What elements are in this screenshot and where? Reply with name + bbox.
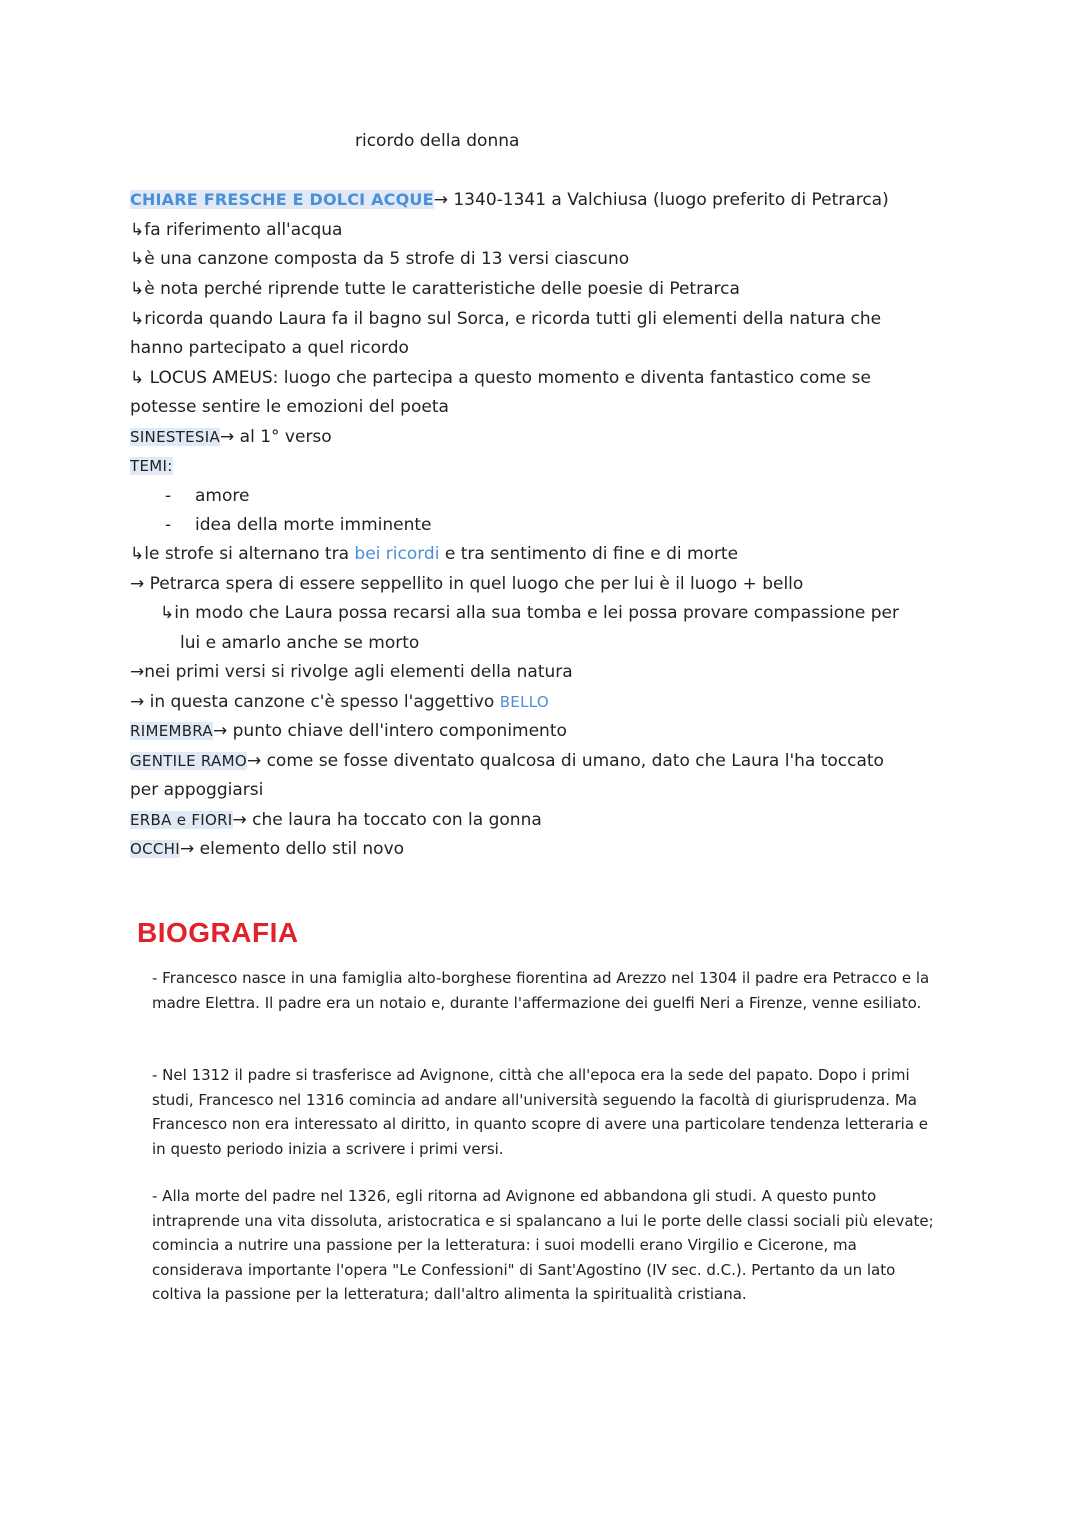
note-line: → in questa canzone c'è spesso l'aggettivo BELLO (130, 692, 549, 712)
bei-ricordi-highlight: bei ricordi (354, 544, 440, 564)
canzone-title: CHIARE FRESCHE E DOLCI ACQUE (130, 190, 434, 209)
rimembra-line: RIMEMBRA→ punto chiave dell'intero componimento (130, 721, 567, 741)
biografia-paragraph-3: - Alla morte del padre nel 1326, egli ritorna ad Avignone ed abbandona gli studi. A questo punto intraprende una vita dissoluta, aristocratica e si spalancano a lui le porte delle classi sociali più elevate; comincia a nutrire una passione per la letteratura: i suoi modelli erano Virgilio e Cicerone, ma considerava importante l'opera "Le Confessioni" di Sant'Agostino (IV sec. d.C.). Pertanto da un lato coltiva la passione per la letteratura; dall'altro alimenta la spiritualità cristiana. (152, 1187, 934, 1303)
note-line: ↳è una canzone composta da 5 strofe di 13 versi ciascuno (130, 249, 630, 269)
note-line: ↳in modo che Laura possa recarsi alla sua tomba e lei possa provare compassione per (160, 603, 899, 623)
canzone-title-line (130, 189, 889, 211)
bello-highlight: BELLO (499, 693, 549, 711)
temi-item: - idea della morte imminente (165, 515, 432, 535)
note-line: ↳ LOCUS AMEUS: luogo che partecipa a questo momento e diventa fantastico come se (130, 368, 871, 388)
temi-item: - amore (165, 486, 250, 506)
note-line: →nei primi versi si rivolge agli elementi della natura (130, 662, 573, 682)
note-line: hanno partecipato a quel ricordo (130, 338, 409, 358)
biografia-paragraph-2: - Nel 1312 il padre si trasferisce ad Avignone, città che all'epoca era la sede del papato. Dopo i primi studi, Francesco nel 1316 comincia ad andare all'università seguendo la facoltà di giurisprudenza. Ma Francesco non era interessato al diritto, in quanto scopre di avere una particolare tendenza letteraria e in questo periodo inizia a scrivere i primi versi. (152, 1066, 929, 1158)
rimembra-label: RIMEMBRA (130, 722, 213, 740)
top-note: ricordo della donna (355, 131, 520, 151)
occhi-line: OCCHI→ elemento dello stil novo (130, 839, 405, 859)
gentile-ramo-line: GENTILE RAMO→ come se fosse diventato qualcosa di umano, dato che Laura l'ha toccato (130, 751, 884, 771)
note-line: per appoggiarsi (130, 780, 264, 800)
note-line: → Petrarca spera di essere seppellito in quel luogo che per lui è il luogo + bello (130, 574, 804, 594)
note-line: potesse sentire le emozioni del poeta (130, 397, 449, 417)
erba-label: ERBA e FIORI (130, 811, 233, 829)
sinestesia-label: SINESTESIA (130, 428, 221, 446)
sinestesia-text: → al 1° verso (220, 427, 332, 447)
occhi-label: OCCHI (130, 840, 180, 858)
temi-label: TEMI: (130, 457, 173, 475)
note-line: ↳è nota perché riprende tutte le caratteristiche delle poesie di Petrarca (130, 279, 740, 299)
note-line: ↳ricorda quando Laura fa il bagno sul Sorca, e ricorda tutti gli elementi della natura che (130, 309, 882, 329)
canzone-date: → 1340-1341 a Valchiusa (luogo preferito di Petrarca) (433, 190, 889, 210)
gentile-ramo-label: GENTILE RAMO (130, 752, 247, 770)
note-line: ↳le strofe si alternano tra bei ricordi e tra sentimento di fine e di morte (130, 544, 739, 564)
temi-line (130, 455, 173, 477)
note-line: lui e amarlo anche se morto (180, 633, 420, 653)
note-line: ↳fa riferimento all'acqua (130, 220, 343, 240)
biografia-heading: BIOGRAFIA (137, 917, 299, 948)
biografia-paragraph-1: - Francesco nasce in una famiglia alto-borghese fiorentina ad Arezzo nel 1304 il padre era Petracco e la madre Elettra. Il padre era un notaio e, durante l'affermazione dei guelfi Neri a Firenze, venne esiliato. (152, 969, 930, 1012)
erba-line: ERBA e FIORI→ che laura ha toccato con la gonna (130, 810, 542, 830)
sinestesia-line (130, 426, 332, 448)
